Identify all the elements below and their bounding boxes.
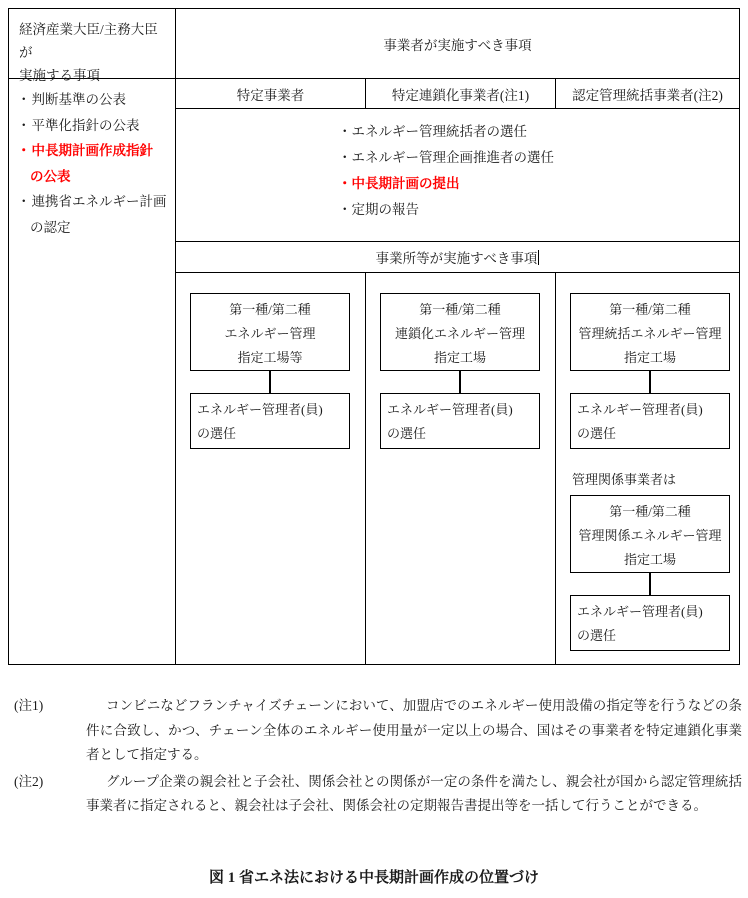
business-item [338,197,739,223]
related-factory-box-line1: 第一種/第二種 [609,504,691,519]
factory-box-line3: 指定工場 [623,350,676,365]
business-type-specified: 特定事業者 [176,79,366,108]
manager-box-line1: エネルギー管理者(員) [197,402,323,417]
related-manager-box-line1: エネルギー管理者(員) [577,604,703,619]
offices-column-chain [366,273,556,664]
minister-item-label: 連携省エネルギー計画 [31,194,167,209]
minister-item-label: 中長期計画作成指針 [31,143,153,158]
text-caret-icon [538,250,539,265]
offices-columns [176,273,739,664]
business-item-label: 定期の報告 [351,202,419,217]
bullet-icon: ・ [17,117,31,133]
business-type-chain: 特定連鎖化事業者(注1) [366,79,556,108]
minister-item-highlighted-cont: の公表 [30,168,71,184]
minister-column-header [9,9,175,83]
bullet-icon: ・ [338,150,352,165]
offices-column-specified [176,273,366,664]
factory-box-line1: 第一種/第二種 [419,302,501,317]
factory-box-line2: 連鎖化エネルギー管理 [394,326,525,341]
minister-item-label: 平準化指針の公表 [31,117,140,133]
business-item-highlighted [338,171,739,197]
factory-box-line3: 指定工場 [433,350,486,365]
factory-box-line3: 指定工場等 [237,350,303,365]
minister-item-cont: の認定 [30,219,71,235]
manager-box [570,393,730,449]
bullet-icon: ・ [17,194,31,209]
connector-line [269,371,271,393]
manager-box-line2: の選任 [577,426,617,441]
figure-caption: 図 1 省エネ法における中長期計画作成の位置づけ [208,870,539,886]
bullet-icon: ・ [17,143,31,158]
business-item-label: エネルギー管理統括者の選任 [351,124,527,139]
minister-item-highlighted [17,138,167,164]
footnote-1-tag: (注1) [14,698,44,713]
minister-item [17,87,167,113]
offices-column-certified [556,273,739,664]
business-item-label: エネルギー管理企画推進者の選任 [351,150,554,165]
business-area [176,9,739,664]
factory-box [380,293,540,371]
business-item-label: 中長期計画の提出 [351,176,460,191]
business-area-header: 事業者が実施すべき事項 [176,9,739,79]
factory-box [190,293,350,371]
bullet-icon: ・ [338,176,352,191]
bullet-icon: ・ [338,202,352,217]
offices-header [176,242,739,273]
business-type-header-row [176,79,739,109]
bullet-icon: ・ [17,92,31,107]
bullet-icon: ・ [338,124,352,139]
footnote-2-body [86,770,742,819]
minister-item [17,113,167,139]
footnote-2-tag: (注2) [14,773,44,789]
minister-item-list [9,79,175,240]
manager-box-line1: エネルギー管理者(員) [577,402,703,417]
footnote-1 [8,694,742,768]
related-manager-box-line2: の選任 [577,628,617,643]
minister-column [9,9,176,664]
business-item [338,145,739,171]
business-item-list [176,109,739,242]
connector-line [649,573,651,595]
related-factory-box-line3: 指定工場 [623,552,676,567]
minister-item [17,189,167,215]
business-type-certified: 認定管理統括事業者(注2) [572,87,723,103]
footnote-2 [8,770,742,819]
minister-header-line2: 実施する事項 [19,68,100,83]
footnote-1-text: コンビニなどフランチャイズチェーンにおいて、加盟店でのエネルギー使用設備の指定等を行うなどの条件に合致し、かつ、チェーン全体のエネルギー使用量が一定以上の場合、国はその事業者を特定連鎖化事業者として指定する。 [86,698,742,762]
connector-line [649,371,651,393]
factory-box [570,293,730,371]
footnote-2-text: グループ企業の親会社と子会社、関係会社との関係が一定の条件を満たし、親会社が国から認定管理統括事業者に指定されると、親会社は子会社、関係会社の定期報告書提出等を一括して行うことができる。 [86,773,742,813]
offices-header-label: 事業所等が実施すべき事項 [375,251,538,266]
factory-box-line1: 第一種/第二種 [609,302,691,317]
manager-box-line1: エネルギー管理者(員) [387,402,513,417]
minister-header-line1: 経済産業大臣/主務大臣が [19,22,158,60]
related-business-label: 管理関係事業者は [572,472,677,487]
related-factory-box [570,495,730,573]
main-table [8,8,740,665]
connector-line [459,371,461,393]
minister-item-label: 判断基準の公表 [31,92,126,107]
manager-box [380,393,540,449]
manager-box-line2: の選任 [197,426,237,441]
factory-box-line2: エネルギー管理 [224,326,316,341]
related-factory-box-line2: 管理関係エネルギー管理 [578,528,722,543]
related-manager-box [570,595,730,651]
factory-box-line2: 管理統括エネルギー管理 [578,326,722,341]
business-item [338,119,739,145]
footnote-1-body [86,694,742,768]
footnotes [8,694,742,821]
factory-box-line1: 第一種/第二種 [229,302,311,317]
manager-box-line2: の選任 [387,426,427,441]
manager-box [190,393,350,449]
